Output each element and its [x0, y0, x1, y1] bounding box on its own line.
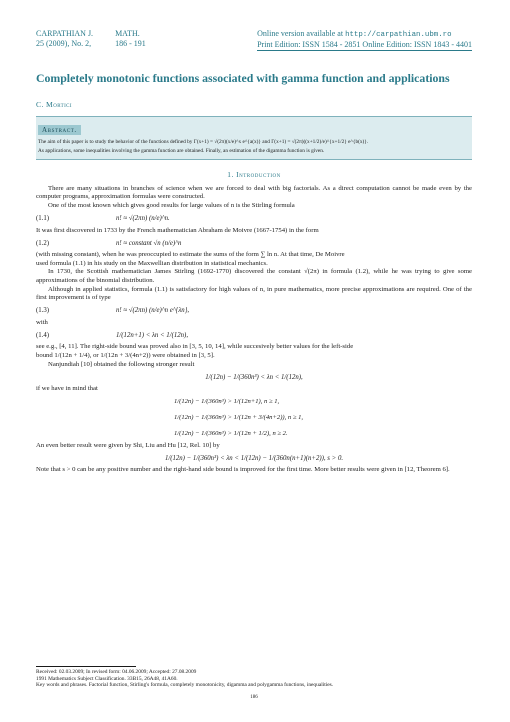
- abstract-label: Abstract.: [38, 125, 81, 135]
- issn-line: Print Edition: ISSN 1584 - 2851 Online Edition: ISSN 1843 - 4401: [257, 40, 472, 49]
- system-row: 1/(12n) − 1/(360n³) > 1/(12n + 3/(4n+2)), n ≥ 1,: [174, 414, 304, 422]
- paragraph: used formula (1.1) in his study on the Maxwellian distribution in statistical mechanics.: [36, 259, 268, 267]
- paragraph: An even better result were given by Shi, Liu and Hu [12, Rel. 10] by: [36, 441, 220, 449]
- paragraph: (with missing constant), when he was preoccupied to estimate the sums of the form ∑ ln n. At that time, De Moivre: [36, 251, 345, 259]
- author-name: C. Mortici: [36, 100, 72, 109]
- journal-header: [36, 0, 472, 51]
- paragraph: bound 1/(12n + 1/4), or 1/(12n + 3/(4n+2)) were obtained in [3, 5].: [36, 351, 215, 359]
- journal-volume: 25 (2009), No. 2,: [36, 39, 92, 48]
- equation-1-4: (1.4) 1/(12n+1) < λn < 1/(12n),: [36, 331, 189, 339]
- paragraph: Nanjundiah [10] obtained the following stronger result: [48, 360, 195, 368]
- paper-title: Completely monotonic functions associated with gamma function and applications: [36, 71, 450, 85]
- equation-1-2: (1.2) n! ≈ constant √n (n/e)^n: [36, 239, 182, 247]
- system-row: 1/(12n) − 1/(360n³) > 1/(12n + 1/2), n ≥ 2.: [174, 430, 288, 438]
- paragraph: One of the most known which gives good results for large values of n is the Stirling formula: [48, 202, 295, 209]
- paragraph: In 1730, the Scottish mathematician James Stirling (1692-1770) discovered the constant √(2π) in formula (1.2), while he was trying to give some approximations of the binomial distribution.: [36, 268, 472, 284]
- paragraph: Although in applied statistics, formula (1.1) is satisfactory for high values of n, in pure mathematics, more precise approximations are required. One of the first improvement is of type: [36, 285, 472, 302]
- abstract-line-1: The aim of this paper is to study the behavior of the functions defined by Γ(x+1) = √(2π)(x/e)^x e^{a(x)} and Γ(x+1) = √(2π)((x+1/2)/e)^{x+1/2} e^{b(x)}.: [38, 139, 369, 145]
- equation-nanjundiah: 1/(12n) − 1/(360n³) < λn < 1/(12n),: [205, 373, 303, 381]
- msc-classification: 1991 Mathematics Subject Classification. 33B15, 26A48, 41A60.: [36, 675, 178, 682]
- equation-system: [36, 394, 472, 442]
- abstract-line-2: As applications, some inequalities involving the gamma function are obtained. Finally, an estimation of the digamma function is given.: [38, 148, 325, 155]
- journal-pages: 186 - 191: [115, 39, 146, 48]
- footnote-rule: [36, 666, 136, 667]
- paragraph: It was first discovered in 1733 by the French mathematician Abraham de Moivre (1667-1754) in the form: [36, 226, 319, 234]
- online-url-link[interactable]: http://carpathian.ubm.ro: [345, 31, 452, 39]
- paragraph: see e.g., [4, 11]. The right-side bound was proved also in [3, 5, 10, 14], while succesively better values for the left-side: [36, 343, 354, 351]
- received-dates: Received: 02.03.2009; In revised form: 04.06.2009; Accepted: 27.08.2009: [36, 668, 197, 675]
- journal-name: CARPATHIAN J.: [36, 29, 94, 38]
- online-version: Online version available at http://carpathian.ubm.ro: [257, 29, 452, 39]
- paragraph: if we have in mind that: [36, 385, 98, 393]
- footnotes: [36, 666, 472, 702]
- equation-1-3: (1.3) n! ≈ √(2πn) (n/e)^n e^{λn},: [36, 307, 190, 315]
- section-heading: 1. Introduction: [227, 169, 281, 179]
- paragraph: with: [36, 318, 48, 326]
- equation-shi: 1/(12n) − 1/(360n³) < λn < 1/(12n) − 1/(360n(n+1)(n+2)), s > 0.: [164, 454, 344, 462]
- journal-subject: MATH.: [115, 29, 140, 38]
- system-row: 1/(12n) − 1/(360n³) > 1/(12n+1), n ≥ 1,: [174, 398, 280, 406]
- page-number: 186: [250, 695, 258, 701]
- equation-1-1: (1.1) n! ≈ √(2πn) (n/e)^n.: [36, 215, 170, 223]
- paragraph: There are many situations in branches of science when we are forced to deal with big factorials. As a direct computation cannot be made even by the computer programs, approximation formulas were constructed.: [36, 184, 472, 201]
- abstract-box: [36, 116, 472, 160]
- keywords: Key words and phrases. Factorial function, Stirling's formula, completely monotonicity, digamma and polygamma functions, inequalities.: [36, 682, 334, 689]
- paragraph: Note that s > 0 can be any positive number and the right-hand side bound is improved for the first time. More better results were given in [12, Theorem 6].: [36, 466, 450, 474]
